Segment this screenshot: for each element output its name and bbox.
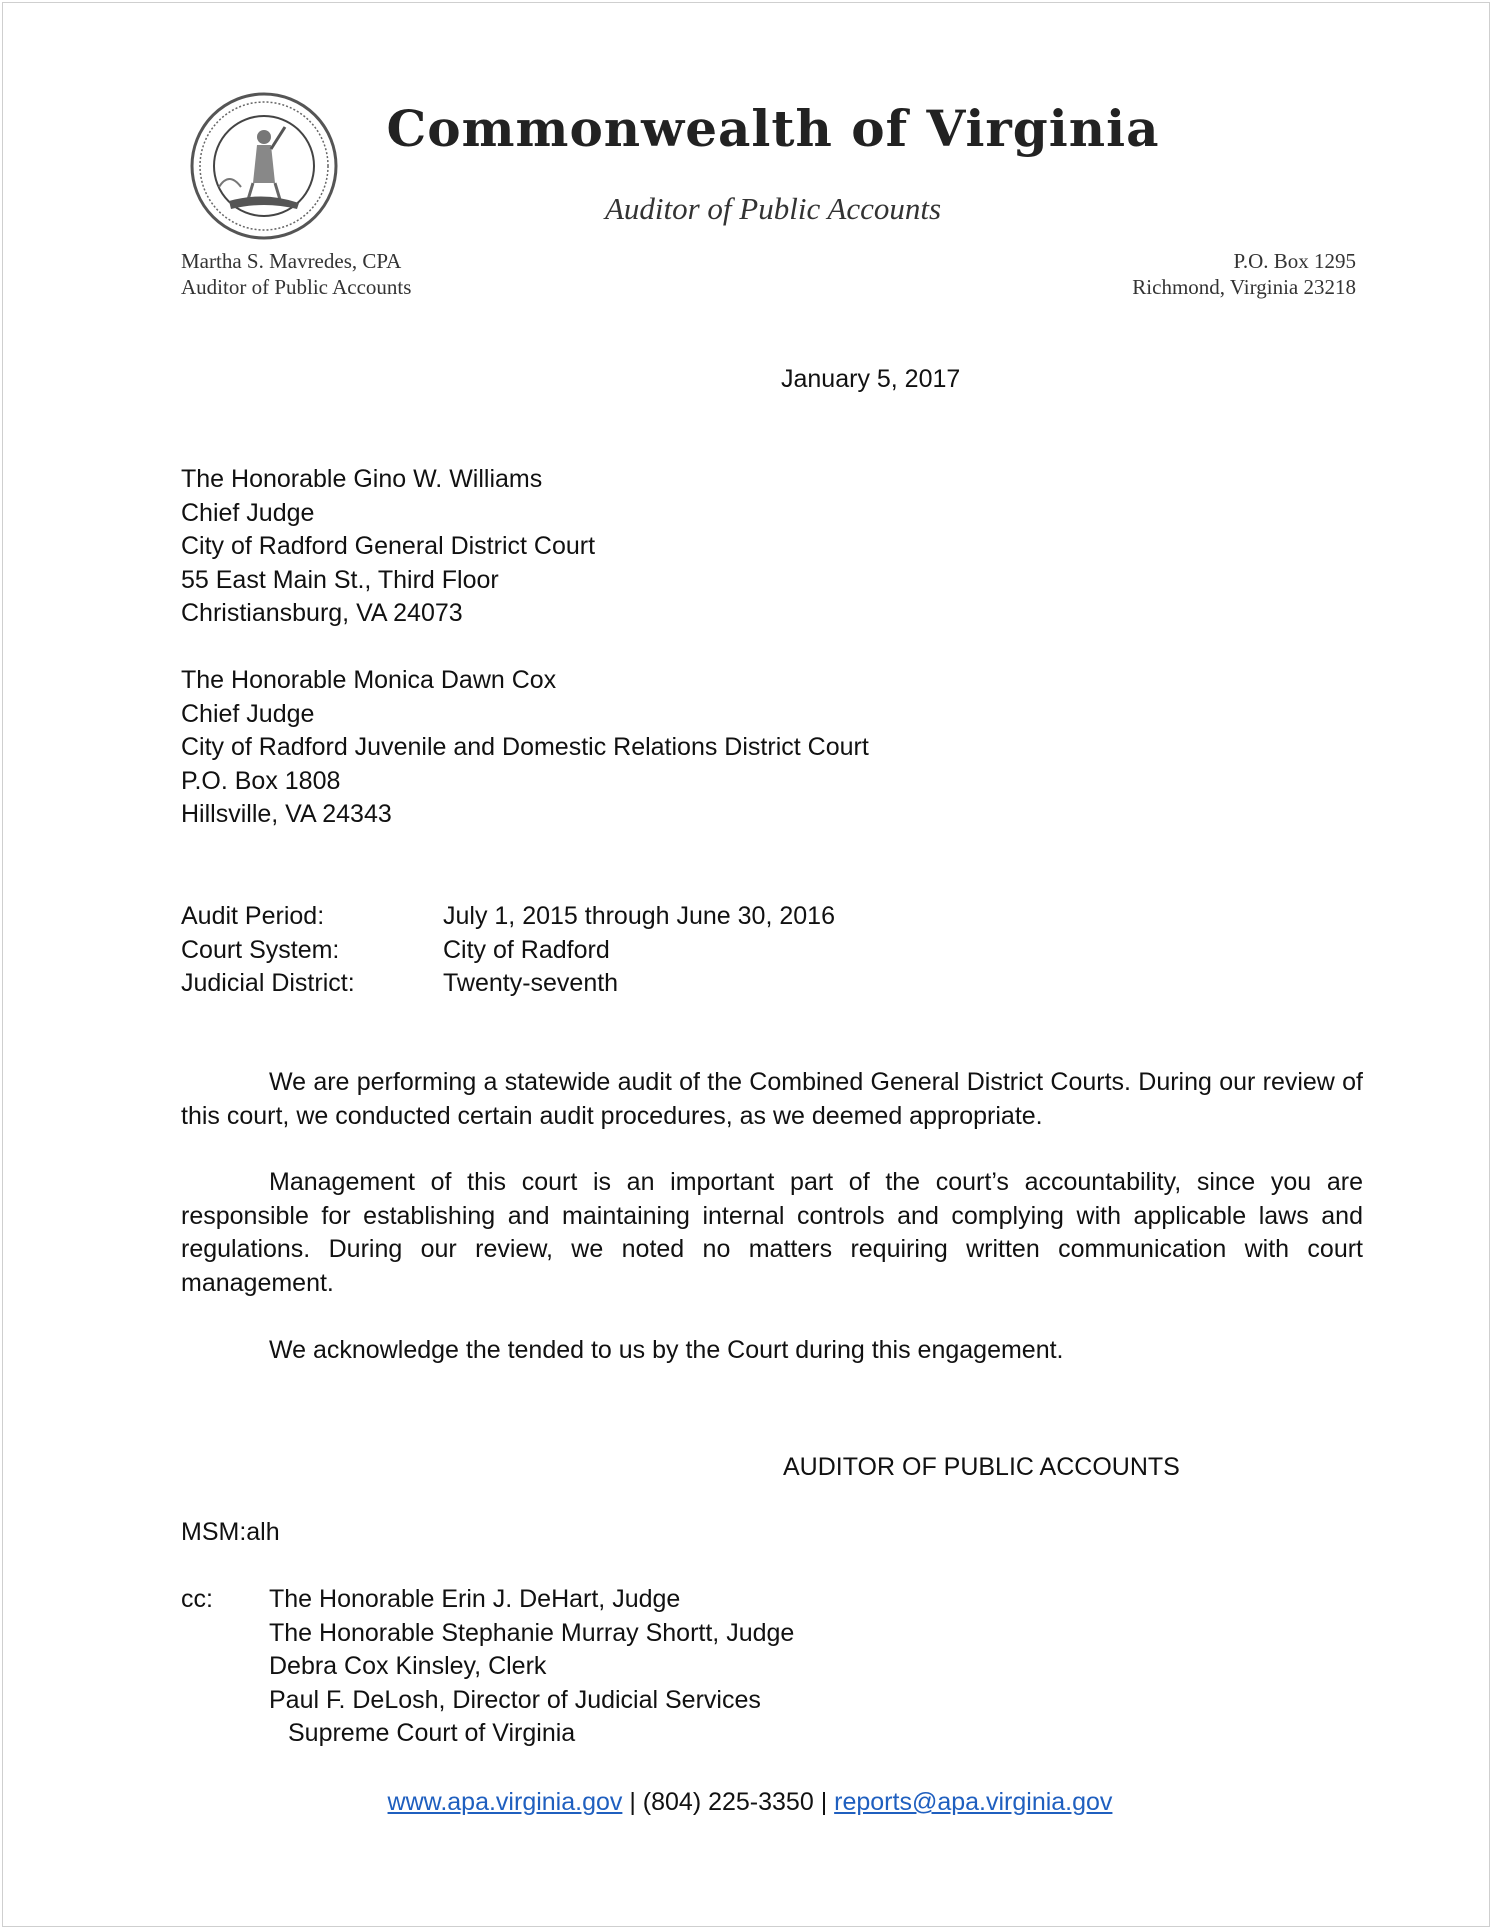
cc-recipient: Debra Cox Kinsley, Clerk [269, 1652, 547, 1680]
cc-recipient: The Honorable Erin J. DeHart, Judge [269, 1585, 681, 1613]
address-line: City of Radford General District Court [181, 532, 596, 560]
audit-info-value: City of Radford [443, 935, 610, 964]
address-line: P.O. Box 1808 [181, 766, 341, 795]
cc-recipient-org: Supreme Court of Virginia [288, 1719, 576, 1747]
judicial-district-row [181, 967, 835, 1001]
address-line: Chief Judge [181, 498, 315, 527]
audit-period-row [181, 900, 835, 934]
court-system-row [181, 934, 835, 968]
letter-date: January 5, 2017 [781, 365, 961, 393]
address-line: The Honorable Monica Dawn Cox [181, 666, 557, 694]
paragraph-text: We acknowledge the tended to us by the Court during this engagement. [269, 1336, 1064, 1364]
letterhead-title: Commonwealth of Virginia [386, 99, 1160, 158]
address-line: Chief Judge [181, 699, 315, 728]
body-paragraph-3 [181, 1334, 1363, 1368]
footer [3, 1786, 1494, 1820]
office-po-box: P.O. Box 1295 [1233, 249, 1356, 273]
audit-info-value: Twenty-seventh [443, 969, 619, 997]
recipient-address-2 [181, 664, 1181, 832]
paragraph-text: Management of this court is an important part of the court’s accountability, since you are responsible for establishing and maintaining internal controls and complying with applicable laws and regulations. During our review, we noted no matters requiring written communication with court management. [181, 1168, 1363, 1297]
cc-recipient: Paul F. DeLosh, Director of Judicial Services [269, 1685, 761, 1714]
body-paragraph-2 [181, 1166, 1363, 1300]
email-link[interactable]: reports@apa.virginia.gov [834, 1788, 1113, 1816]
paragraph-text: We are performing a statewide audit of the Combined General District Courts. During our review of this court, we conducted certain audit procedures, as we deemed appropriate. [181, 1068, 1363, 1130]
auditor-name-block [181, 248, 411, 300]
address-line: City of Radford Juvenile and Domestic Relations District Court [181, 733, 869, 761]
office-address-block [1132, 248, 1356, 300]
address-line: Hillsville, VA 24343 [181, 800, 392, 828]
audit-info-label: Court System: [181, 935, 340, 964]
address-line: Christiansburg, VA 24073 [181, 599, 463, 627]
body-paragraph-1 [181, 1066, 1363, 1133]
cc-block [181, 1583, 794, 1751]
office-city: Richmond, Virginia 23218 [1132, 275, 1356, 299]
cc-list [269, 1583, 794, 1751]
audit-info-value: July 1, 2015 through June 30, 2016 [443, 902, 835, 930]
audit-info-label: Judicial District: [181, 969, 355, 997]
letterhead-subtitle: Auditor of Public Accounts [604, 191, 942, 226]
cc-label: cc: [181, 1585, 213, 1613]
audit-info-label: Audit Period: [181, 902, 325, 930]
footer-phone: (804) 225-3350 [642, 1788, 814, 1816]
footer-separator: | [813, 1788, 835, 1816]
footer-separator: | [622, 1788, 643, 1816]
cc-recipient: The Honorable Stephanie Murray Shortt, Judge [269, 1618, 795, 1647]
website-link[interactable]: www.apa.virginia.gov [387, 1788, 623, 1816]
address-line: 55 East Main St., Third Floor [181, 565, 499, 594]
typist-initials: MSM:alh [181, 1518, 280, 1546]
auditor-title: Auditor of Public Accounts [181, 275, 412, 299]
audit-info [181, 900, 835, 1001]
address-line: The Honorable Gino W. Williams [181, 465, 543, 493]
virginia-seal-icon [189, 91, 339, 241]
signoff: AUDITOR OF PUBLIC ACCOUNTS [783, 1453, 1180, 1481]
recipient-address-1 [181, 463, 1181, 631]
letter-page [2, 2, 1490, 1927]
auditor-name: Martha S. Mavredes, CPA [181, 249, 402, 273]
